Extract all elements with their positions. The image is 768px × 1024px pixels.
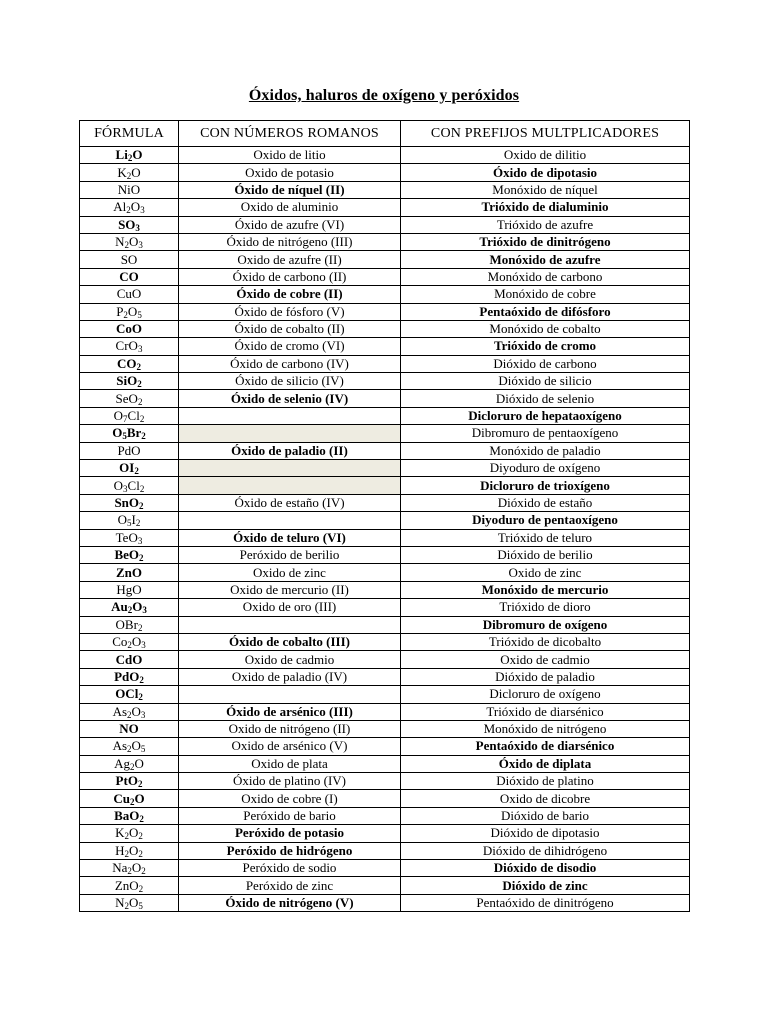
table-header-row — [80, 121, 690, 147]
roman-name-cell: Óxido de paladio (II) — [179, 442, 401, 459]
roman-name-cell: Oxido de mercurio (II) — [179, 581, 401, 598]
roman-name-cell: Óxido de nitrógeno (III) — [179, 233, 401, 250]
roman-name-cell — [179, 425, 401, 442]
prefix-name-cell: Dióxido de paladio — [401, 668, 690, 685]
formula-cell: $CO_2$ — [80, 355, 179, 372]
table-row — [80, 512, 690, 529]
table-row — [80, 633, 690, 650]
formula-cell: SeO$_2$ — [80, 390, 179, 407]
table-row — [80, 616, 690, 633]
prefix-name-cell: Trióxido de teluro — [401, 529, 690, 546]
table-row — [80, 894, 690, 911]
roman-name-cell: Óxido de cobre (II) — [179, 286, 401, 303]
prefix-name-cell: Dióxido de selenio — [401, 390, 690, 407]
roman-name-cell: Peróxido de bario — [179, 807, 401, 824]
roman-name-cell: Óxido de cobalto (II) — [179, 320, 401, 337]
roman-name-cell: Óxido de teluro (VI) — [179, 529, 401, 546]
table-row — [80, 529, 690, 546]
table-row — [80, 842, 690, 859]
table-row — [80, 251, 690, 268]
table-row — [80, 286, 690, 303]
prefix-name-cell: Dióxido de berilio — [401, 546, 690, 563]
prefix-name-cell: Dióxido de estaño — [401, 494, 690, 511]
table-row — [80, 390, 690, 407]
prefix-name-cell: Dibromuro de pentaoxígeno — [401, 425, 690, 442]
prefix-name-cell: Dióxido de silicio — [401, 373, 690, 390]
formula-cell: SnO$_2$ — [80, 494, 179, 511]
table-row — [80, 825, 690, 842]
formula-cell: HgO — [80, 581, 179, 598]
prefix-name-cell: Dicloruro de hepataoxígeno — [401, 407, 690, 424]
table-row — [80, 599, 690, 616]
table-row — [80, 373, 690, 390]
prefix-name-cell: Monóxido de nitrógeno — [401, 720, 690, 737]
table-row — [80, 668, 690, 685]
roman-name-cell: Óxido de nitrógeno (V) — [179, 894, 401, 911]
prefix-name-cell: Trióxido de azufre — [401, 216, 690, 233]
prefix-name-cell: Trióxido de cromo — [401, 338, 690, 355]
formula-cell: BeO$_2$ — [80, 546, 179, 563]
formula-cell: PtO$_2$ — [80, 773, 179, 790]
prefix-name-cell: Diyoduro de oxígeno — [401, 460, 690, 477]
formula-cell: $O_3Cl_2$ — [80, 477, 179, 494]
table-row — [80, 460, 690, 477]
prefix-name-cell: Óxido de diplata — [401, 755, 690, 772]
formula-cell: $Li_2O$ — [80, 147, 179, 164]
table-row — [80, 181, 690, 198]
formula-cell: $As_2O_5$ — [80, 738, 179, 755]
table-row — [80, 216, 690, 233]
roman-name-cell: Oxido de plata — [179, 755, 401, 772]
header-multiplier-prefixes: CON PREFIJOS MULTPLICADORES — [401, 121, 690, 147]
prefix-name-cell: Pentaóxido de diarsénico — [401, 738, 690, 755]
table-row — [80, 407, 690, 424]
roman-name-cell: Óxido de níquel (II) — [179, 181, 401, 198]
prefix-name-cell: Diyoduro de pentaoxígeno — [401, 512, 690, 529]
formula-cell: $Na_2O_2$ — [80, 860, 179, 877]
formula-cell: NiO — [80, 181, 179, 198]
roman-name-cell — [179, 616, 401, 633]
roman-name-cell: Óxido de cromo (VI) — [179, 338, 401, 355]
header-formula: FÓRMULA — [80, 121, 179, 147]
table-row — [80, 147, 690, 164]
formula-cell: PdO — [80, 442, 179, 459]
table-row — [80, 268, 690, 285]
roman-name-cell: Oxido de aluminio — [179, 199, 401, 216]
formula-cell: CdO — [80, 651, 179, 668]
prefix-name-cell: Oxido de dilitio — [401, 147, 690, 164]
table-row — [80, 581, 690, 598]
roman-name-cell: Oxido de litio — [179, 147, 401, 164]
roman-name-cell: Óxido de carbono (IV) — [179, 355, 401, 372]
table-row — [80, 233, 690, 250]
roman-name-cell — [179, 512, 401, 529]
table-row — [80, 651, 690, 668]
table-row — [80, 320, 690, 337]
roman-name-cell: Oxido de oro (III) — [179, 599, 401, 616]
roman-name-cell: Óxido de fósforo (V) — [179, 303, 401, 320]
formula-cell: ZnO — [80, 564, 179, 581]
formula-cell: CoO — [80, 320, 179, 337]
table-row — [80, 720, 690, 737]
formula-cell: $Cu_2O$ — [80, 790, 179, 807]
table-row — [80, 442, 690, 459]
roman-name-cell: Óxido de cobalto (III) — [179, 633, 401, 650]
prefix-name-cell: Trióxido de dicobalto — [401, 633, 690, 650]
formula-cell: $As_2O_3$ — [80, 703, 179, 720]
prefix-name-cell: Dibromuro de oxígeno — [401, 616, 690, 633]
formula-cell: $O_5Br_2$ — [80, 425, 179, 442]
table-row — [80, 303, 690, 320]
formula-cell: $Ag_2O$ — [80, 755, 179, 772]
prefix-name-cell: Dióxido de disodio — [401, 860, 690, 877]
formula-cell: $OI_2$ — [80, 460, 179, 477]
formula-cell: $Au_2O_3$ — [80, 599, 179, 616]
prefix-name-cell: Dióxido de carbono — [401, 355, 690, 372]
formula-cell: $O_5I_2$ — [80, 512, 179, 529]
formula-cell: NO — [80, 720, 179, 737]
prefix-name-cell: Trióxido de diarsénico — [401, 703, 690, 720]
prefix-name-cell: Monóxido de cobre — [401, 286, 690, 303]
table-row — [80, 773, 690, 790]
prefix-name-cell: Dicloruro de trioxígeno — [401, 477, 690, 494]
prefix-name-cell: Dióxido de dihidrógeno — [401, 842, 690, 859]
table-row — [80, 877, 690, 894]
formula-cell: $N_2O_3$ — [80, 233, 179, 250]
roman-name-cell — [179, 477, 401, 494]
table-row — [80, 425, 690, 442]
roman-name-cell — [179, 460, 401, 477]
roman-name-cell: Oxido de cadmio — [179, 651, 401, 668]
prefix-name-cell: Trióxido de dialuminio — [401, 199, 690, 216]
table-row — [80, 199, 690, 216]
roman-name-cell: Oxido de arsénico (V) — [179, 738, 401, 755]
formula-cell: $Co_2O_3$ — [80, 633, 179, 650]
table-row — [80, 477, 690, 494]
prefix-name-cell: Oxido de cadmio — [401, 651, 690, 668]
table-row — [80, 546, 690, 563]
table-row — [80, 807, 690, 824]
roman-name-cell: Peróxido de potasio — [179, 825, 401, 842]
table-row — [80, 860, 690, 877]
formula-cell: TeO$_3$ — [80, 529, 179, 546]
prefix-name-cell: Monóxido de cobalto — [401, 320, 690, 337]
prefix-name-cell: Monóxido de paladio — [401, 442, 690, 459]
prefix-name-cell: Oxido de zinc — [401, 564, 690, 581]
table-row — [80, 338, 690, 355]
formula-cell: BaO$_2$ — [80, 807, 179, 824]
roman-name-cell: Peróxido de berilio — [179, 546, 401, 563]
page-title: Óxidos, haluros de oxígeno y peróxidos — [248, 87, 520, 104]
oxide-table — [79, 120, 690, 912]
formula-cell: ZnO$_2$ — [80, 877, 179, 894]
roman-name-cell: Oxido de azufre (II) — [179, 251, 401, 268]
table-row — [80, 686, 690, 703]
roman-name-cell: Óxido de estaño (IV) — [179, 494, 401, 511]
table-row — [80, 164, 690, 181]
formula-cell: CO — [80, 268, 179, 285]
prefix-name-cell: Trióxido de dioro — [401, 599, 690, 616]
roman-name-cell: Oxido de nitrógeno (II) — [179, 720, 401, 737]
roman-name-cell: Óxido de carbono (II) — [179, 268, 401, 285]
oxide-table-body — [80, 147, 690, 912]
roman-name-cell — [179, 407, 401, 424]
roman-name-cell: Óxido de arsénico (III) — [179, 703, 401, 720]
prefix-name-cell: Dióxido de dipotasio — [401, 825, 690, 842]
roman-name-cell: Oxido de paladio (IV) — [179, 668, 401, 685]
roman-name-cell: Óxido de silicio (IV) — [179, 373, 401, 390]
prefix-name-cell: Óxido de dipotasio — [401, 164, 690, 181]
roman-name-cell: Óxido de platino (IV) — [179, 773, 401, 790]
roman-name-cell: Peróxido de zinc — [179, 877, 401, 894]
prefix-name-cell: Pentaóxido de dinitrógeno — [401, 894, 690, 911]
table-row — [80, 355, 690, 372]
prefix-name-cell: Dióxido de platino — [401, 773, 690, 790]
formula-cell: OBr$_2$ — [80, 616, 179, 633]
prefix-name-cell: Monóxido de mercurio — [401, 581, 690, 598]
formula-cell: $P_2O_5$ — [80, 303, 179, 320]
prefix-name-cell: Pentaóxido de difósforo — [401, 303, 690, 320]
roman-name-cell: Oxido de potasio — [179, 164, 401, 181]
prefix-name-cell: Monóxido de azufre — [401, 251, 690, 268]
prefix-name-cell: Dióxido de zinc — [401, 877, 690, 894]
roman-name-cell: Oxido de cobre (I) — [179, 790, 401, 807]
prefix-name-cell: Dicloruro de oxígeno — [401, 686, 690, 703]
prefix-name-cell: Trióxido de dinitrógeno — [401, 233, 690, 250]
roman-name-cell: Peróxido de hidrógeno — [179, 842, 401, 859]
table-row — [80, 755, 690, 772]
roman-name-cell — [179, 686, 401, 703]
prefix-name-cell: Dióxido de bario — [401, 807, 690, 824]
roman-name-cell: Óxido de azufre (VI) — [179, 216, 401, 233]
formula-cell: $SO_3$ — [80, 216, 179, 233]
table-row — [80, 564, 690, 581]
formula-cell: $N_2O_5$ — [80, 894, 179, 911]
prefix-name-cell: Monóxido de níquel — [401, 181, 690, 198]
header-roman-numerals: CON NÚMEROS ROMANOS — [179, 121, 401, 147]
formula-cell: CrO$_3$ — [80, 338, 179, 355]
prefix-name-cell: Monóxido de carbono — [401, 268, 690, 285]
formula-cell: $K_2O_2$ — [80, 825, 179, 842]
table-row — [80, 703, 690, 720]
formula-cell: PdO$_2$ — [80, 668, 179, 685]
prefix-name-cell: Oxido de dicobre — [401, 790, 690, 807]
roman-name-cell: Peróxido de sodio — [179, 860, 401, 877]
roman-name-cell: Óxido de selenio (IV) — [179, 390, 401, 407]
table-row — [80, 494, 690, 511]
formula-cell: SO — [80, 251, 179, 268]
table-row — [80, 738, 690, 755]
formula-cell: $H_2O_2$ — [80, 842, 179, 859]
roman-name-cell: Oxido de zinc — [179, 564, 401, 581]
formula-cell: CuO — [80, 286, 179, 303]
formula-cell: $O_7Cl_2$ — [80, 407, 179, 424]
formula-cell: $K_2O$ — [80, 164, 179, 181]
table-row — [80, 790, 690, 807]
formula-cell: SiO$_2$ — [80, 373, 179, 390]
formula-cell: $Al_2O_3$ — [80, 199, 179, 216]
formula-cell: OCl$_2$ — [80, 686, 179, 703]
